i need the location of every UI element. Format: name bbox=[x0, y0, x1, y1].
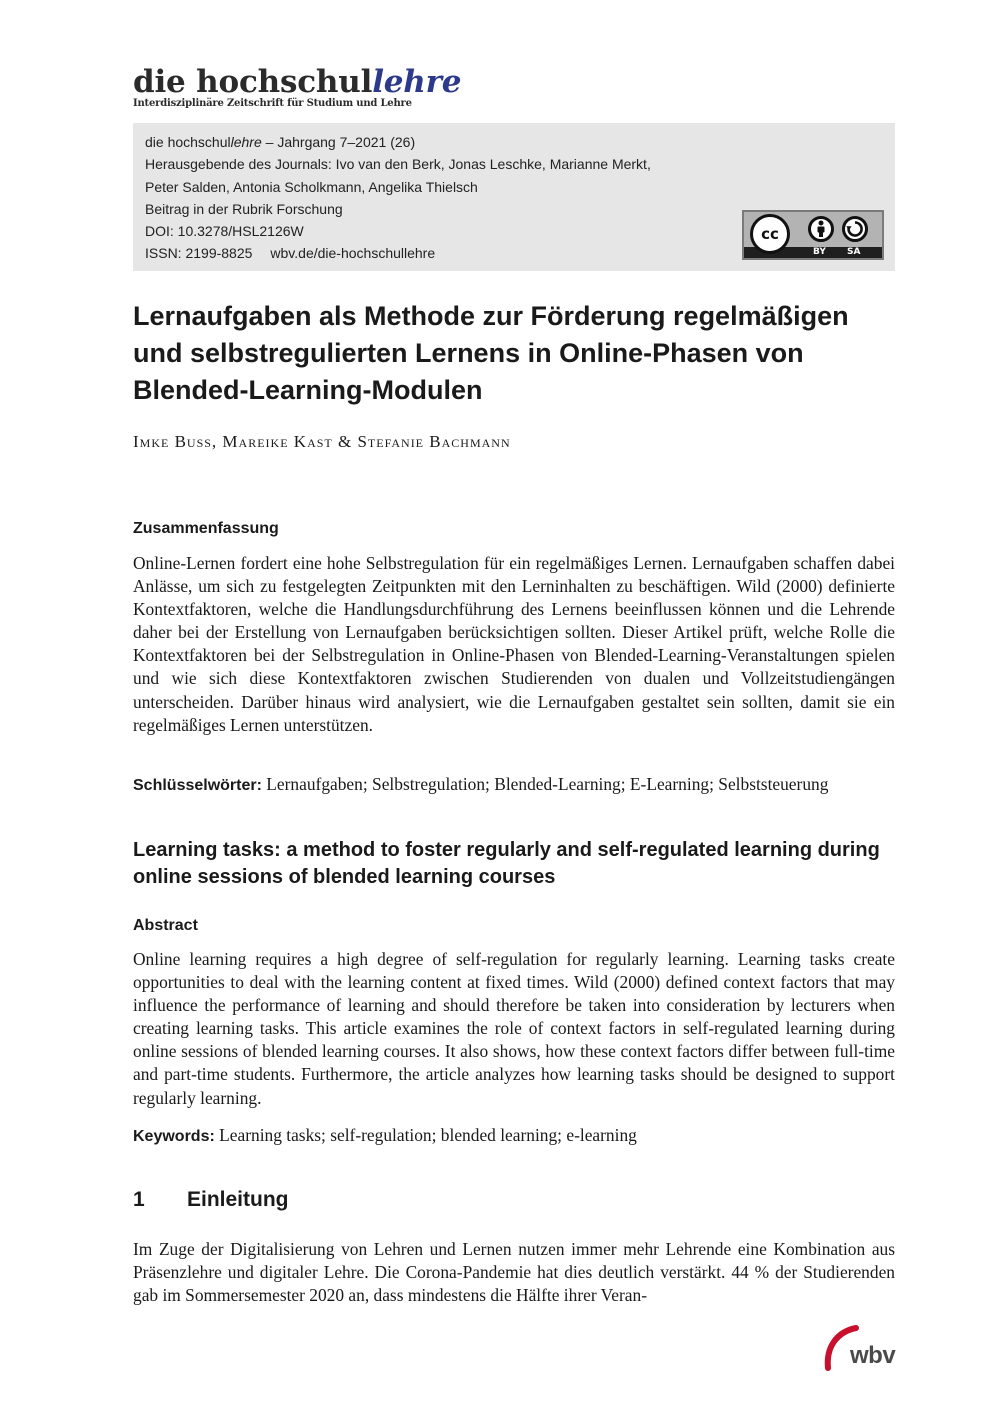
publisher-logo-wbv: wbv bbox=[850, 1342, 896, 1369]
by-person-icon bbox=[808, 216, 834, 242]
zusammenfassung-heading: Zusammenfassung bbox=[133, 520, 279, 537]
keywords-label: Keywords: bbox=[133, 1128, 215, 1145]
schluesselwoerter-values: Lernaufgaben; Selbstregulation; Blended-Learning; E-Learning; Selbststeuerung bbox=[261, 774, 829, 794]
keywords-line bbox=[133, 1124, 903, 1148]
zusammenfassung-text: Online-Lernen fordert eine hohe Selbstregulation für ein regelmäßiges Lernen. Lernaufgaben schaffen dabei Anlässe, um sich zu festgelegten Zeitpunkten mit den Lerninhalten zu beschäftigen. Wild (2000) definierte Kontextfaktoren, welche die Handlungsdurchführung des Lernens beeinflussen können und die Lehrende daher bei der Erstellung von Lernaufgaben berücksichtigen sollten. Dieser Artikel prüft, welche Rolle die Kontextfaktoren bei der Selbstregulation in Online-Phasen von Blended-Learning-Veranstaltungen spielen und wie sich diese Kontextfaktoren zwischen Studierenden von dualen und Vollzeitstudiengängen unterscheiden. Darüber hinaus wird analysiert, wie die Lernaufgaben gestaltet sein sollten, damit sie ein regelmäßiges Lernen unterstützen. bbox=[133, 553, 895, 735]
einleitung-text: Im Zuge der Digitalisierung von Lehren und Lernen nutzen immer mehr Lehrende eine Kombination aus Präsenzlehre und digitaler Lehre. Die Corona-Pandemie hat dies deutlich verstärkt. 44 % der Studierenden gab im Sommersemester 2020 an, dass mindestens die Hälfte ihrer Veran- bbox=[133, 1239, 895, 1306]
journal-logo-subtitle: Interdisziplinäre Zeitschrift für Studium und Lehre bbox=[133, 98, 412, 109]
cc-by-sa-license-badge[interactable] bbox=[742, 210, 884, 260]
abstract-text: Online learning requires a high degree of self-regulation for regularly learning. Learning tasks create opportunities to deal with the learning content at fixed times. Wild (2000) defined context factors that may influence the performance of learning and should therefore be taken into consideration by lecturers when creating learning tasks. This article examines the role of context factors in self-regulated learning during online sessions of blended learning courses. It also shows, how these context factors differ between full-time and part-time students. Furthermore, the article analyzes how learning tasks should be designed to support regularly learning. bbox=[133, 949, 895, 1108]
article-authors: Imke Buss, Mareike Kast & Stefanie Bachmann bbox=[133, 432, 511, 451]
section-number: 1 bbox=[133, 1188, 145, 1211]
issue-line: die hochschullehre – Jahrgang 7–2021 (26) bbox=[145, 134, 416, 150]
journal-logo bbox=[133, 66, 463, 110]
journal-url-link[interactable]: wbv.de/die-hochschullehre bbox=[270, 245, 436, 262]
rubric-line: Beitrag in der Rubrik Forschung bbox=[145, 200, 343, 217]
editors-line-1: Herausgebende des Journals: Ivo van den Berk, Jonas Leschke, Marianne Merkt, bbox=[145, 156, 651, 173]
journal-logo-title: die hochschullehre bbox=[133, 64, 462, 100]
issn-url-line bbox=[145, 242, 651, 264]
schluesselwoerter-line bbox=[133, 773, 903, 797]
keywords-values: Learning tasks; self-regulation; blended learning; e-learning bbox=[214, 1125, 637, 1145]
cc-icon: cc bbox=[750, 214, 790, 254]
sa-label: SA bbox=[847, 247, 861, 257]
editors-line-2: Peter Salden, Antonia Scholkmann, Angelika Thielsch bbox=[145, 178, 478, 195]
issn: ISSN: 2199-8825 bbox=[145, 245, 253, 262]
by-label: BY bbox=[813, 247, 826, 257]
english-title: Learning tasks: a method to foster regularly and self-regulated learning during online sessions of blended learning courses bbox=[133, 839, 880, 888]
schluesselwoerter-label: Schlüsselwörter: bbox=[133, 777, 262, 794]
abstract-heading: Abstract bbox=[133, 917, 198, 934]
journal-info-box bbox=[133, 123, 895, 271]
doi-line[interactable]: DOI: 10.3278/HSL2126W bbox=[145, 223, 304, 240]
section-heading-einleitung bbox=[133, 1186, 289, 1214]
sa-share-alike-icon bbox=[842, 216, 868, 242]
section-title: Einleitung bbox=[187, 1188, 289, 1211]
article-title: Lernaufgaben als Methode zur Förderung regelmäßigen und selbstregulierten Lernens in Online-Phasen von Blended-Learning-Modulen bbox=[133, 301, 849, 405]
